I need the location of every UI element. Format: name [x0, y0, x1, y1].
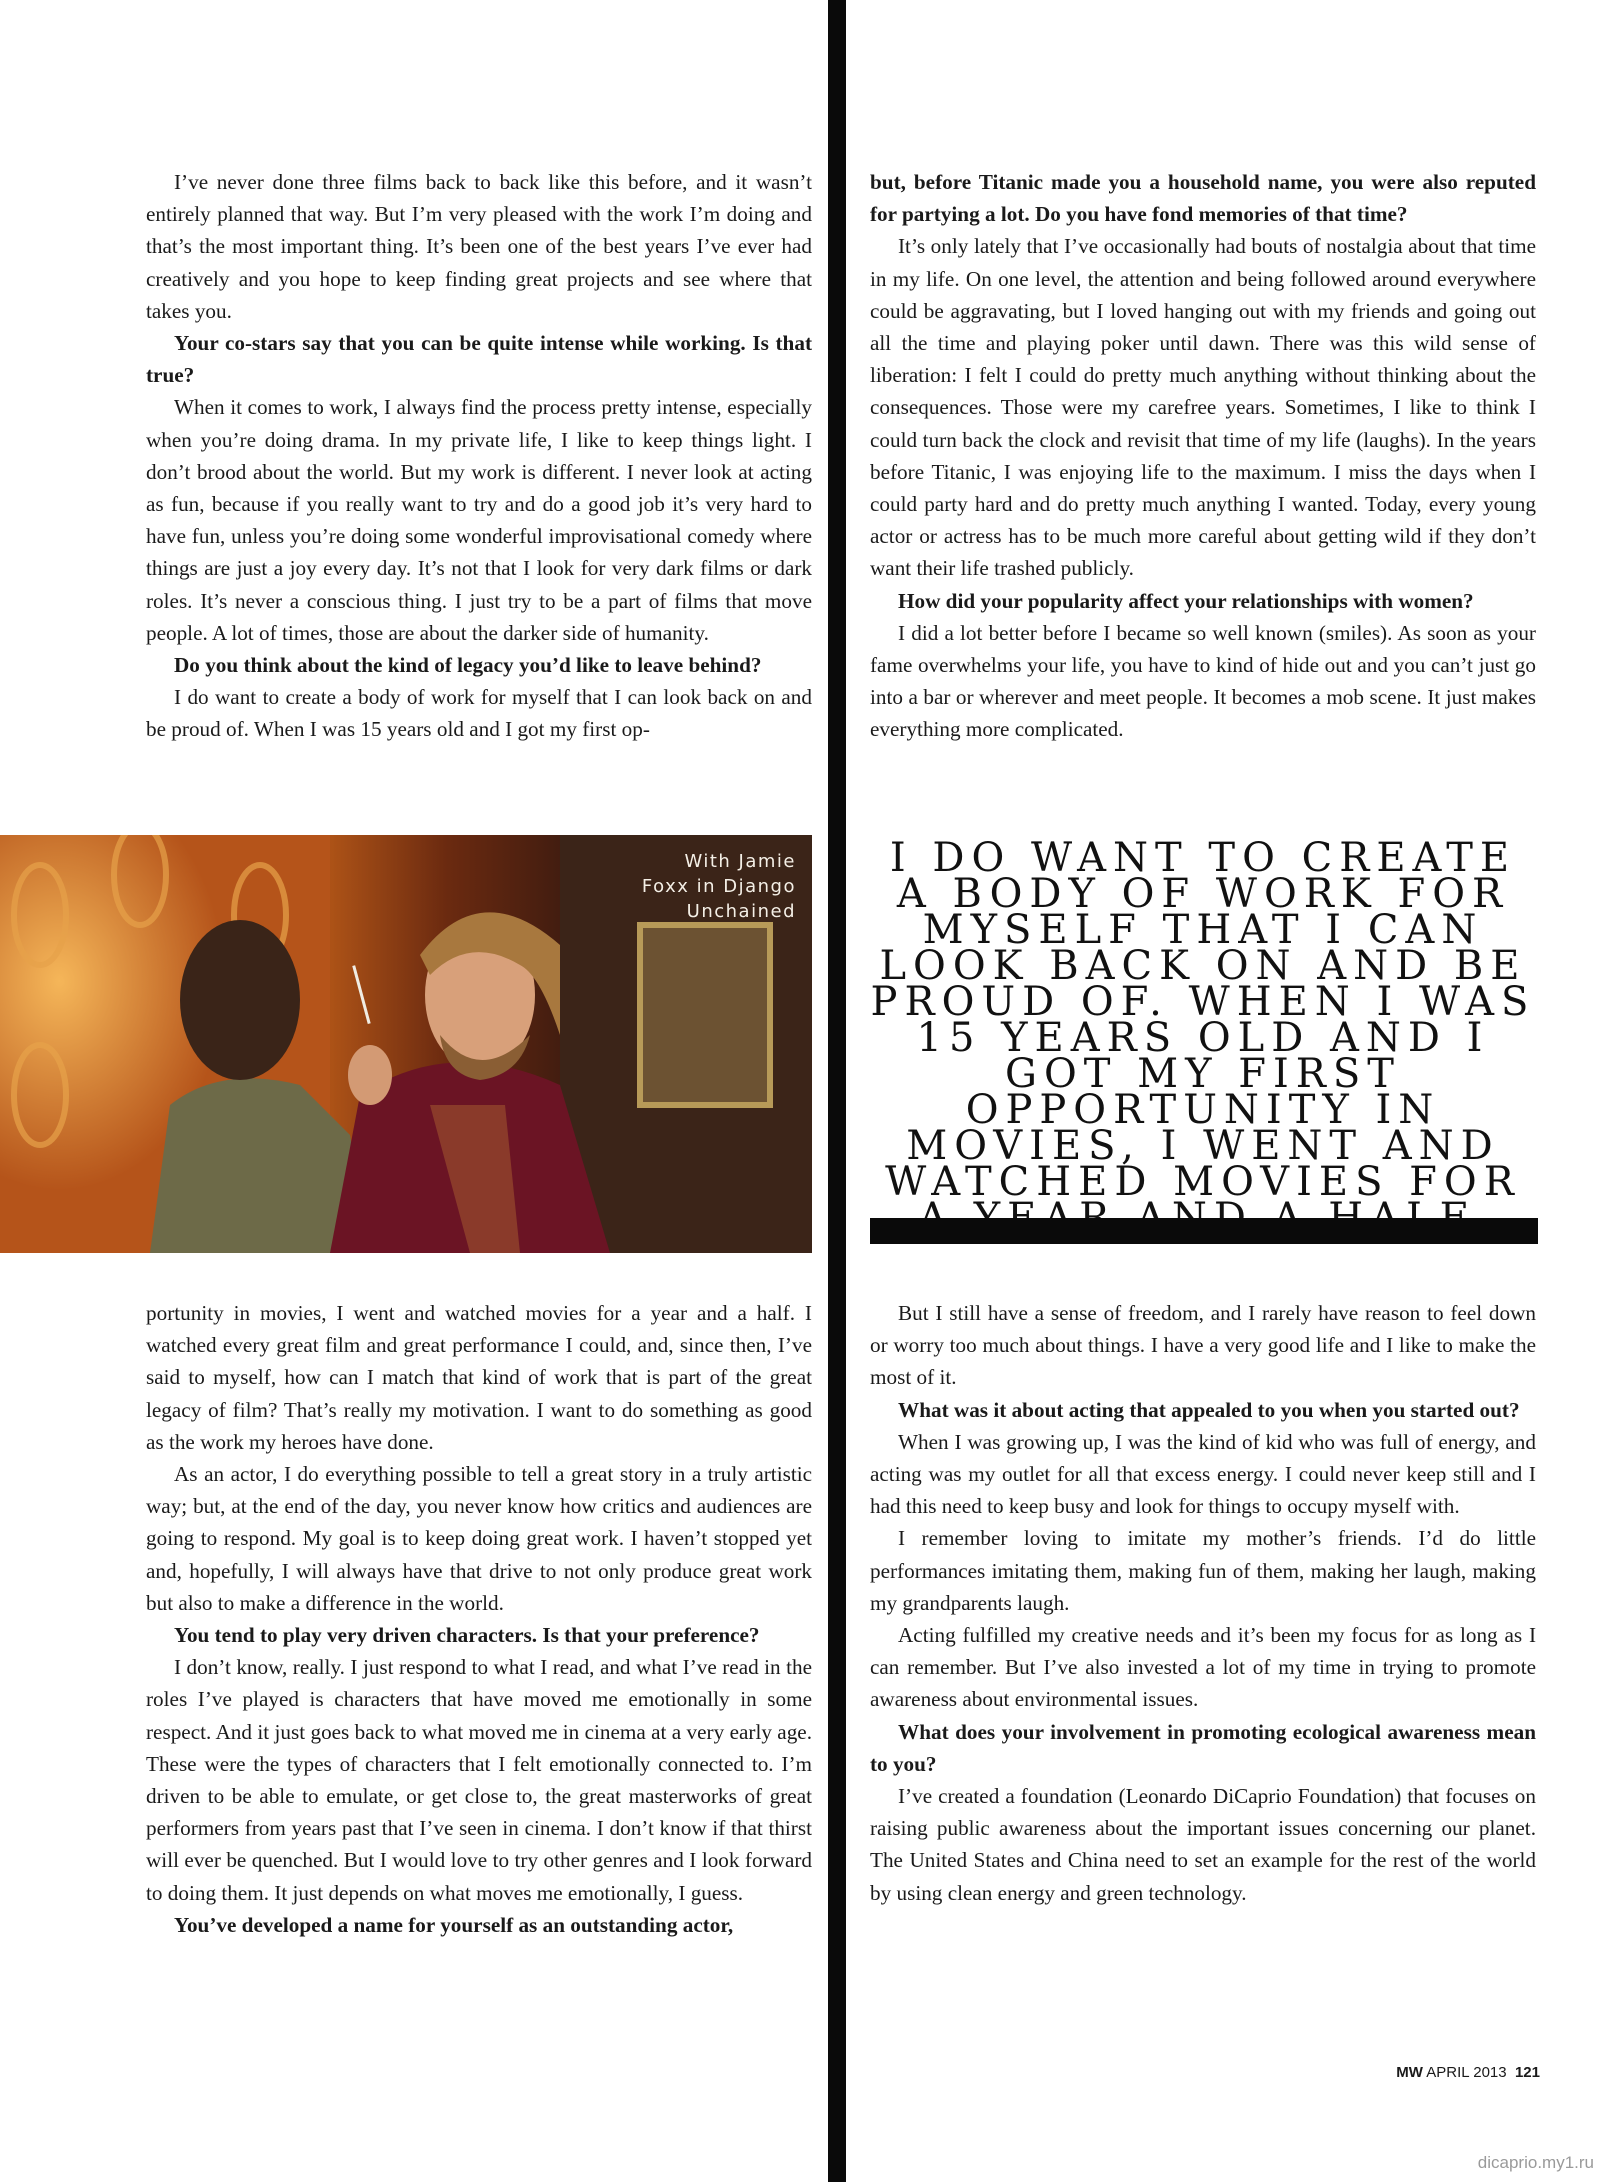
right-column-top — [870, 166, 1536, 746]
right-column-bottom — [870, 1297, 1536, 1909]
film-still-photo — [0, 835, 812, 1253]
site-watermark: dicaprio.my1.ru — [1477, 2153, 1594, 2172]
interview-answer: I don’t know, really. I just respond to what I read, and what I’ve read in the roles I’ve played is characters that have moved me emotionally in some respect. And it just goes back to what moved me in cinema at a very early age. These were the types of characters that I felt emotionally connected to. I’m driven to be able to emulate, or get close to, the great masterworks of great performers from years past that I’ve seen in cinema. I don’t know if that thirst will ever be quenched. But I would love to try other genres and I look forward to doing them. It just depends on what moves me emotionally, I guess. — [146, 1655, 812, 1905]
left-column-bottom — [146, 1297, 812, 1941]
folio-page-number: 121 — [1514, 2064, 1540, 2081]
left-column-top — [146, 166, 812, 746]
interview-answer: I’ve never done three films back to back like this before, and it wasn’t entirely planned that way. But I’m very pleased with the work I’m doing and that’s the most important thing. It’s been one of the best years I’ve ever had creatively and you hope to keep finding great projects and see where that takes you. — [146, 170, 812, 323]
page-folio — [1300, 2064, 1540, 2081]
interview-question: How did your popularity affect your relationships with women? — [898, 588, 1474, 613]
picture-frame — [640, 925, 770, 1105]
interview-answer: When I was growing up, I was the kind of kid who was full of energy, and acting was my outlet for all that excess energy. I could never keep still and I had this need to keep busy and look for things to occupy myself with. — [870, 1429, 1536, 1519]
interview-answer: Acting fulfilled my creative needs and it’s been my focus for as long as I can remember. But I’ve also invested a lot of my time in trying to promote awareness about environmental issues. — [870, 1623, 1536, 1712]
interview-answer: I’ve created a foundation (Leonardo DiCaprio Foundation) that focuses on raising public awareness about the important issues concerning our planet. The United States and China need to set an example for the rest of the world by using clean energy and green technology. — [870, 1784, 1536, 1905]
interview-question: but, before Titanic made you a household name, you were also reputed for partying a lot. Do you have fond memories of that time? — [870, 170, 1536, 227]
center-spine — [828, 0, 846, 2182]
interview-answer: I did a lot better before I became so well known (smiles). As soon as your fame overwhelms your life, you have to kind of hide out and you can’t just go into a bar or wherever and meet people. It becomes a mob scene. It just makes everything more complicated. — [870, 620, 1536, 742]
right-figure-hand — [348, 1045, 392, 1105]
interview-answer: As an actor, I do everything possible to tell a great story in a truly artistic way; but, at the end of the day, you never know how critics and audiences are going to respond. My goal is to keep doing great work. I haven’t stopped yet and, hopefully, I will always have that drive to not only produce great work but also to make a difference in the world. — [146, 1462, 812, 1615]
interview-answer: But I still have a sense of freedom, and I rarely have reason to feel down or worry too much about things. I have a very good life and I like to make the most of it. — [870, 1301, 1536, 1390]
cigarette — [352, 965, 370, 1024]
interview-question: You’ve developed a name for yourself as an outstanding actor, — [174, 1912, 734, 1937]
interview-question: You tend to play very driven characters. Is that your preference? — [174, 1623, 760, 1648]
folio-issue: APRIL 2013 — [1426, 2064, 1507, 2081]
interview-answer: portunity in movies, I went and watched movies for a year and a half. I watched every great film and great performance I could, and, since then, I’ve said to myself, how can I match that kind of work that is part of the great legacy of film? That’s really my motivation. I want to do something as good as the work my heroes have done. — [146, 1301, 812, 1454]
left-figure-head — [180, 920, 300, 1080]
interview-answer: I do want to create a body of work for myself that I can look back on and be proud of. When I was 15 years old and I got my first op- — [146, 685, 812, 742]
photo-caption: With Jamie Foxx in Django Unchained — [641, 851, 796, 922]
interview-question: What was it about acting that appealed to you when you started out? — [898, 1397, 1520, 1422]
interview-answer: It’s only lately that I’ve occasionally had bouts of nostalgia about that time in my life. On one level, the attention and being followed around everywhere could be aggravating, but I loved hanging out with my friends and going out all the time and playing poker until dawn. There was this wild sense of liberation: I felt I could do pretty much anything without thinking about the consequences. Those were my carefree years. Sometimes, I like to think I could turn back the clock and revisit that time of my life (laughs). In the years before Titanic, I was enjoying life to the maximum. I miss the days when I could party hard and do pretty much anything I wanted. Today, every young actor or actress has to be much more careful about getting wild if they don’t want their life trashed publicly. — [870, 234, 1536, 581]
folio-magazine: MW — [1396, 2064, 1423, 2081]
interview-question: Do you think about the kind of legacy you’d like to leave behind? — [174, 653, 762, 678]
interview-answer: I remember loving to imitate my mother’s friends. I’d do little performances imitating them, making fun of them, making her laugh, making my grandparents laugh. — [870, 1526, 1536, 1615]
pull-quote: I DO WANT TO CREATE A BODY OF WORK FOR MYSELF THAT I CAN LOOK BACK ON AND BE PROUD OF. WHEN I WAS 15 YEARS OLD AND I GOT MY FIRST OPPORTUNITY IN MOVIES, I WENT AND WATCHED MOVIES FOR — [870, 835, 1536, 1205]
pull-quote-bar — [870, 1218, 1538, 1244]
interview-answer: When it comes to work, I always find the process pretty intense, especially when you’re doing drama. In my private life, I like to keep things light. I don’t brood about the world. But my work is different. I never look at acting as fun, because if you really want to try and do a good job it’s very hard to have fun, unless you’re doing some wonderful improvisational comedy where things are just a joy every day. It’s not that I look for very dark films or dark roles. It’s never a conscious thing. I just try to be a part of films that move people. A lot of times, those are about the darker side of humanity. — [146, 395, 812, 645]
interview-question: Your co-stars say that you can be quite intense while working. Is that true? — [146, 331, 812, 388]
interview-question: What does your involvement in promoting ecological awareness mean to you? — [870, 1719, 1536, 1776]
